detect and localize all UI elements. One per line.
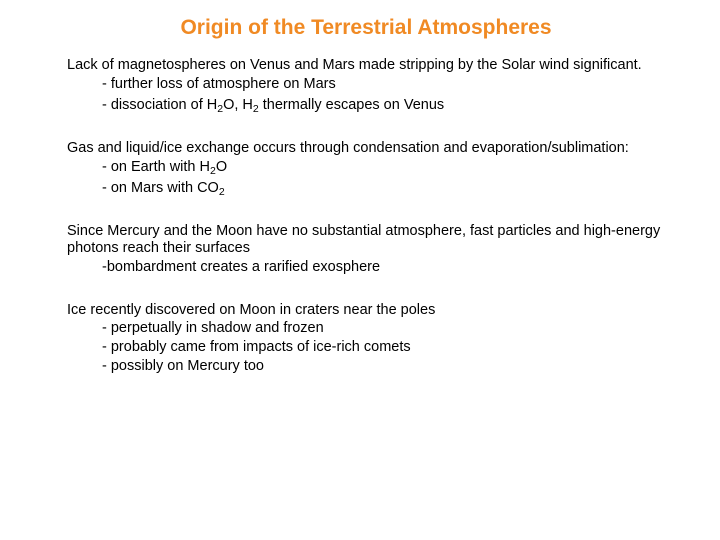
- list-item: - further loss of atmosphere on Mars: [102, 76, 336, 92]
- paragraph-text: Since Mercury and the Moon have no substantial atmosphere, fast particles and high-energy photons reach their surfaces: [67, 223, 661, 256]
- list-item: - on Mars with $CO_2$: [102, 180, 225, 198]
- list-item: - probably came from impacts of ice-rich comets: [102, 339, 411, 355]
- paragraph-ice: [67, 302, 697, 376]
- list-item: - dissociation of $H_2O$, $H_2$ thermally escapes on Venus: [102, 97, 445, 115]
- list-item: - perpetually in shadow and frozen: [102, 320, 324, 336]
- list-item: - on Earth with $H_2O$: [102, 159, 228, 177]
- paragraph-exchange: [67, 140, 697, 199]
- paragraph-mercury-moon: [67, 223, 697, 278]
- paragraph-text: Gas and liquid/ice exchange occurs through condensation and evaporation/sublimation:: [67, 140, 629, 156]
- slide-content: [67, 57, 697, 400]
- paragraph-magnetospheres: [67, 57, 697, 116]
- list-item: -bombardment creates a rarified exosphere: [102, 259, 381, 275]
- list-item: - possibly on Mercury too: [102, 358, 264, 374]
- slide-title: Origin of the Terrestrial Atmospheres: [180, 16, 552, 39]
- paragraph-text: Lack of magnetospheres on Venus and Mars made stripping by the Solar wind significant.: [67, 57, 642, 73]
- paragraph-text: Ice recently discovered on Moon in craters near the poles: [67, 302, 436, 318]
